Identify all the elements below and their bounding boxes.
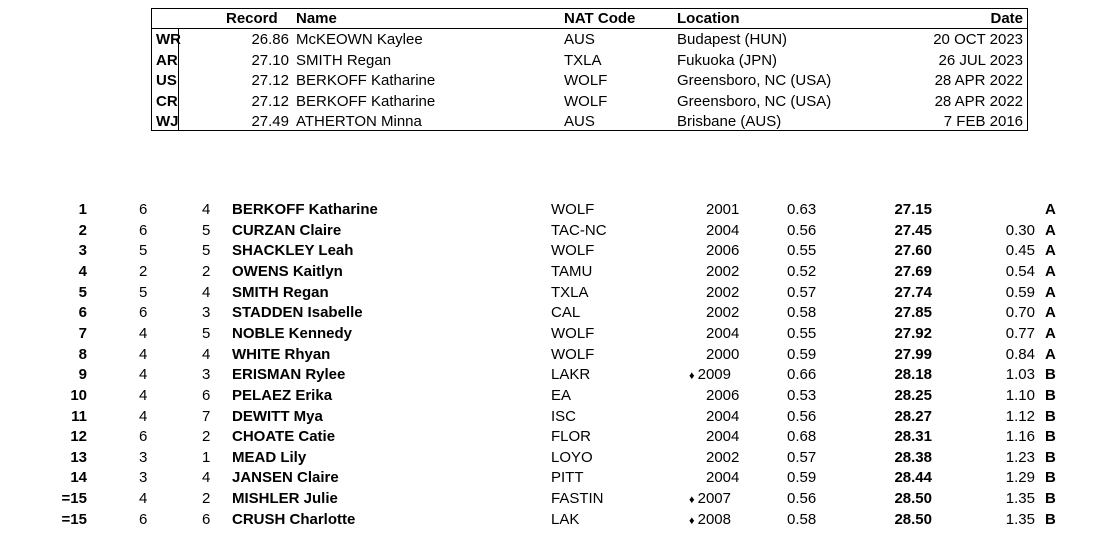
final-qualifier: A	[1045, 283, 1056, 301]
birth-year-value: 2001	[706, 201, 740, 218]
birth-year-value: 2006	[706, 386, 740, 404]
record-row	[152, 50, 1027, 71]
record-code: WR	[156, 31, 181, 48]
time-behind: 0.59	[1005, 283, 1035, 301]
diamond-icon: ♦	[689, 494, 695, 507]
result-heat: 6	[139, 221, 148, 239]
records-header	[152, 9, 1027, 29]
result-time: 28.50	[894, 490, 932, 508]
record-time: 26.86	[251, 31, 289, 48]
time-behind: 0.45	[1005, 242, 1035, 260]
swimmer-name: WHITE Rhyan	[232, 345, 331, 363]
result-place: 13	[70, 448, 87, 466]
result-heat: 6	[139, 428, 148, 446]
result-team: LAK	[551, 510, 580, 528]
swimmer-name: SHACKLEY Leah	[232, 242, 354, 260]
result-heat: 6	[139, 201, 148, 218]
record-row	[152, 70, 1027, 91]
result-birth-year	[703, 386, 739, 407]
reaction-time: 0.52	[787, 262, 817, 280]
time-behind: 0.30	[1005, 221, 1035, 239]
header-location: Location	[677, 10, 740, 27]
result-time: 28.44	[894, 469, 932, 487]
result-row	[0, 221, 1112, 241]
result-team: FLOR	[551, 428, 592, 446]
result-heat: 4	[139, 490, 148, 508]
record-location: Greensboro, NC (USA)	[677, 72, 832, 89]
result-team: WOLF	[551, 324, 595, 342]
reaction-time: 0.55	[787, 324, 817, 342]
reaction-time: 0.57	[787, 283, 817, 301]
final-qualifier: A	[1045, 304, 1056, 322]
reaction-time: 0.57	[787, 448, 817, 466]
result-time: 27.15	[894, 201, 932, 218]
result-place: 11	[71, 407, 87, 425]
record-nat-code: WOLF	[564, 92, 608, 110]
record-code: CR	[156, 92, 178, 110]
result-birth-year	[703, 468, 739, 489]
result-lane: 4	[202, 283, 211, 301]
result-team: ISC	[551, 407, 577, 425]
header-name: Name	[296, 10, 337, 27]
record-nat-code: TXLA	[564, 51, 602, 69]
swimmer-name: NOBLE Kennedy	[232, 324, 353, 342]
result-team: LAKR	[551, 366, 591, 384]
result-place: 8	[78, 345, 87, 363]
final-qualifier: B	[1045, 490, 1056, 508]
record-holder-name: BERKOFF Katharine	[296, 72, 436, 89]
reaction-time: 0.59	[787, 345, 817, 363]
result-birth-year	[703, 241, 739, 262]
result-birth-year	[703, 427, 739, 448]
record-location: Fukuoka (JPN)	[677, 51, 778, 69]
swimmer-name: CRUSH Charlotte	[232, 510, 356, 528]
birth-year-value: 2002	[706, 304, 740, 322]
result-place: 6	[78, 304, 87, 322]
time-behind: 1.03	[1005, 366, 1035, 384]
result-team: TXLA	[551, 283, 589, 301]
birth-year-value: 2004	[706, 407, 740, 425]
result-row	[0, 468, 1112, 488]
time-behind: 1.23	[1005, 448, 1035, 466]
final-qualifier: B	[1045, 469, 1056, 487]
header-record: Record	[226, 10, 278, 27]
record-time: 27.12	[251, 72, 289, 89]
diamond-icon: ♦	[689, 370, 695, 383]
result-row	[0, 448, 1112, 468]
header-date: Date	[990, 10, 1023, 27]
final-qualifier: B	[1045, 428, 1056, 446]
result-team: WOLF	[551, 201, 595, 218]
reaction-time: 0.63	[787, 201, 817, 218]
result-heat: 2	[139, 262, 148, 280]
record-location: Brisbane (AUS)	[677, 113, 782, 130]
final-qualifier: B	[1045, 448, 1056, 466]
result-birth-year	[689, 365, 731, 386]
time-behind: 1.29	[1005, 469, 1035, 487]
result-heat: 6	[139, 510, 148, 528]
result-time: 28.50	[894, 510, 932, 528]
final-qualifier: A	[1045, 242, 1056, 260]
final-qualifier: A	[1045, 345, 1056, 363]
result-birth-year	[689, 489, 731, 510]
final-qualifier: A	[1045, 201, 1056, 218]
record-row	[152, 91, 1027, 112]
swimmer-name: SMITH Regan	[232, 283, 329, 301]
result-birth-year	[703, 221, 739, 242]
final-qualifier: B	[1045, 510, 1056, 528]
result-lane: 1	[202, 448, 211, 466]
record-row	[152, 111, 1027, 132]
reaction-time: 0.58	[787, 510, 817, 528]
reaction-time: 0.68	[787, 428, 817, 446]
record-code: US	[156, 72, 177, 89]
birth-year-value: 2009	[697, 366, 731, 384]
final-qualifier: A	[1045, 324, 1056, 342]
final-qualifier: A	[1045, 221, 1056, 239]
record-nat-code: AUS	[564, 31, 595, 48]
swimmer-name: JANSEN Claire	[232, 469, 339, 487]
record-time: 27.10	[251, 51, 289, 69]
swimmer-name: ERISMAN Rylee	[232, 366, 346, 384]
birth-year-value: 2002	[706, 283, 740, 301]
result-birth-year	[703, 303, 739, 324]
result-place: 9	[78, 366, 87, 384]
result-birth-year	[703, 200, 739, 221]
time-behind: 1.16	[1005, 428, 1035, 446]
result-place: =15	[61, 510, 87, 528]
result-team: FASTIN	[551, 490, 604, 508]
birth-year-value: 2004	[706, 428, 740, 446]
result-row	[0, 345, 1112, 365]
result-row	[0, 241, 1112, 261]
result-place: 5	[78, 283, 87, 301]
result-time: 28.25	[894, 386, 932, 404]
result-birth-year	[703, 448, 739, 469]
result-place: 12	[70, 428, 87, 446]
swimmer-name: CHOATE Catie	[232, 428, 336, 446]
result-row	[0, 365, 1112, 385]
record-location: Greensboro, NC (USA)	[677, 92, 832, 110]
result-time: 27.74	[894, 283, 932, 301]
result-heat: 4	[139, 386, 148, 404]
result-team: WOLF	[551, 242, 595, 260]
result-row	[0, 407, 1112, 427]
result-team: LOYO	[551, 448, 593, 466]
result-lane: 5	[202, 221, 211, 239]
record-holder-name: SMITH Regan	[296, 51, 392, 69]
birth-year-value: 2004	[706, 221, 740, 239]
result-heat: 5	[139, 242, 148, 260]
final-qualifier: B	[1045, 407, 1056, 425]
records-table	[151, 8, 1028, 131]
final-qualifier: B	[1045, 386, 1056, 404]
swimmer-name: MEAD Lily	[232, 448, 307, 466]
reaction-time: 0.56	[787, 407, 817, 425]
result-team: TAC-NC	[551, 221, 607, 239]
result-heat: 4	[139, 407, 148, 425]
time-behind: 0.70	[1005, 304, 1035, 322]
record-code: AR	[156, 51, 178, 69]
record-nat-code: WOLF	[564, 72, 608, 89]
result-lane: 3	[202, 304, 211, 322]
swimmer-name: DEWITT Mya	[232, 407, 323, 425]
result-birth-year	[703, 407, 739, 428]
result-heat: 4	[139, 324, 148, 342]
result-lane: 7	[202, 407, 211, 425]
result-time: 27.92	[894, 324, 932, 342]
result-lane: 5	[202, 324, 211, 342]
result-place: 3	[78, 242, 87, 260]
record-time: 27.12	[251, 92, 289, 110]
result-time: 28.38	[894, 448, 932, 466]
swimmer-name: BERKOFF Katharine	[232, 201, 378, 218]
result-row	[0, 489, 1112, 509]
result-heat: 5	[139, 283, 148, 301]
reaction-time: 0.66	[787, 366, 817, 384]
result-lane: 2	[202, 262, 211, 280]
result-lane: 6	[202, 510, 211, 528]
record-date: 7 FEB 2016	[943, 113, 1023, 130]
time-behind: 0.77	[1005, 324, 1035, 342]
reaction-time: 0.56	[787, 221, 817, 239]
result-row	[0, 303, 1112, 323]
record-location: Budapest (HUN)	[677, 31, 788, 48]
result-row	[0, 324, 1112, 344]
diamond-icon: ♦	[689, 514, 695, 527]
final-qualifier: B	[1045, 366, 1056, 384]
result-time: 27.60	[894, 242, 932, 260]
swimmer-name: STADDEN Isabelle	[232, 304, 363, 322]
record-holder-name: McKEOWN Kaylee	[296, 31, 423, 48]
swimmer-name: PELAEZ Erika	[232, 386, 333, 404]
time-behind: 1.35	[1005, 510, 1035, 528]
result-birth-year	[703, 283, 739, 304]
header-nat-code: NAT Code	[564, 10, 636, 27]
record-date: 28 APR 2022	[934, 92, 1023, 110]
result-lane: 3	[202, 366, 211, 384]
birth-year-value: 2000	[706, 345, 740, 363]
record-row	[152, 29, 1027, 50]
result-time: 28.18	[894, 366, 932, 384]
swimmer-name: CURZAN Claire	[232, 221, 342, 239]
time-behind: 1.35	[1005, 490, 1035, 508]
time-behind: 0.54	[1005, 262, 1035, 280]
record-nat-code: AUS	[564, 113, 595, 130]
result-place: 4	[78, 262, 87, 280]
final-qualifier: A	[1045, 262, 1056, 280]
result-lane: 4	[202, 201, 211, 218]
birth-year-value: 2008	[697, 510, 731, 528]
result-time: 27.45	[894, 221, 932, 239]
result-row	[0, 386, 1112, 406]
reaction-time: 0.59	[787, 469, 817, 487]
time-behind: 1.10	[1005, 386, 1035, 404]
result-place: 7	[78, 324, 87, 342]
result-heat: 4	[139, 345, 148, 363]
result-time: 28.31	[894, 428, 932, 446]
result-heat: 6	[139, 304, 148, 322]
reaction-time: 0.58	[787, 304, 817, 322]
result-heat: 3	[139, 448, 148, 466]
reaction-time: 0.56	[787, 490, 817, 508]
reaction-time: 0.53	[787, 386, 817, 404]
result-birth-year	[689, 510, 731, 531]
birth-year-value: 2004	[706, 469, 740, 487]
result-place: =15	[61, 490, 87, 508]
time-behind: 1.12	[1005, 407, 1035, 425]
result-place: 1	[78, 201, 87, 218]
record-date: 28 APR 2022	[934, 72, 1023, 89]
record-date: 20 OCT 2023	[933, 31, 1023, 48]
birth-year-value: 2004	[706, 324, 740, 342]
swimmer-name: OWENS Kaitlyn	[232, 262, 343, 280]
record-date: 26 JUL 2023	[938, 51, 1023, 69]
result-lane: 4	[202, 469, 211, 487]
birth-year-value: 2007	[697, 490, 731, 508]
result-team: WOLF	[551, 345, 595, 363]
result-row	[0, 262, 1112, 282]
result-lane: 2	[202, 490, 211, 508]
result-time: 27.99	[894, 345, 932, 363]
birth-year-value: 2002	[706, 448, 740, 466]
result-lane: 6	[202, 386, 211, 404]
result-team: EA	[551, 386, 572, 404]
result-row	[0, 200, 1112, 220]
result-team: TAMU	[551, 262, 593, 280]
time-behind: 0.84	[1005, 345, 1035, 363]
result-lane: 5	[202, 242, 211, 260]
result-row	[0, 427, 1112, 447]
birth-year-value: 2006	[706, 242, 740, 260]
record-code: WJ	[156, 113, 179, 130]
result-place: 14	[70, 469, 87, 487]
result-team: CAL	[551, 304, 581, 322]
result-heat: 3	[139, 469, 148, 487]
result-place: 2	[78, 221, 87, 239]
record-holder-name: ATHERTON Minna	[296, 113, 422, 130]
result-team: PITT	[551, 469, 584, 487]
record-time: 27.49	[251, 113, 289, 130]
result-place: 10	[70, 386, 87, 404]
record-holder-name: BERKOFF Katharine	[296, 92, 436, 110]
result-lane: 4	[202, 345, 211, 363]
swimmer-name: MISHLER Julie	[232, 490, 338, 508]
result-birth-year	[703, 262, 739, 283]
result-time: 28.27	[894, 407, 932, 425]
result-lane: 2	[202, 428, 211, 446]
result-time: 27.69	[894, 262, 932, 280]
result-birth-year	[703, 324, 739, 345]
result-birth-year	[703, 345, 739, 366]
result-row	[0, 510, 1112, 530]
result-time: 27.85	[894, 304, 932, 322]
reaction-time: 0.55	[787, 242, 817, 260]
birth-year-value: 2002	[706, 262, 740, 280]
result-row	[0, 283, 1112, 303]
result-heat: 4	[139, 366, 148, 384]
